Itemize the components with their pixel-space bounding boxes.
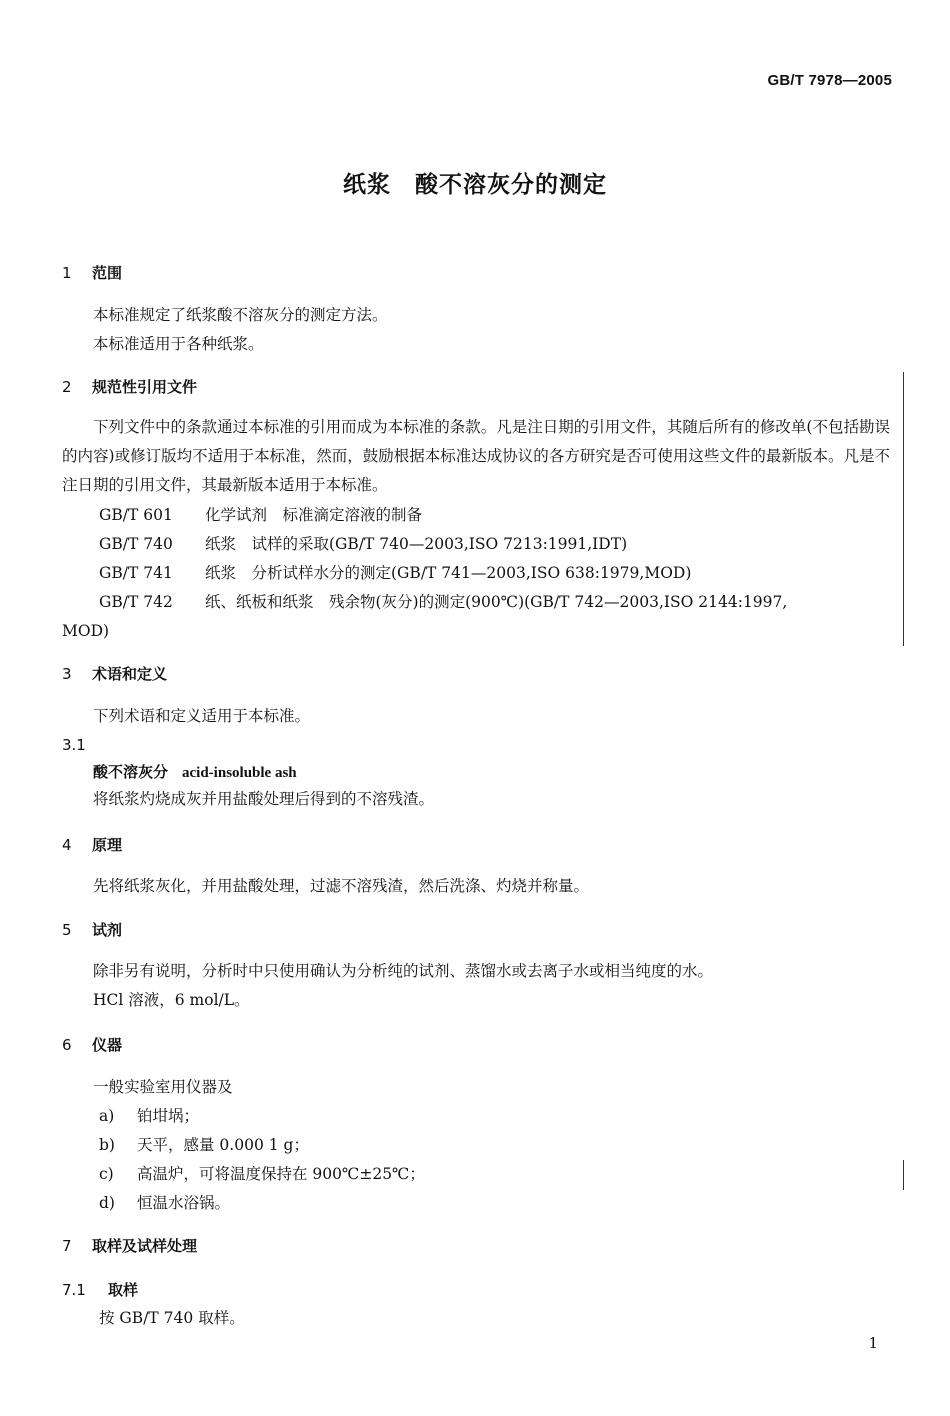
list-text: 天平，感量 0.000 1 g； [137,1136,309,1154]
list-text: 恒温水浴锅。 [137,1194,231,1212]
section-3-number: 3 [62,665,72,683]
reference-continuation: MOD) [62,622,110,640]
apparatus-item-c [99,1164,425,1184]
section-5-heading [62,920,122,940]
section-5-line-1: 除非另有说明，分析时中只使用确认为分析纯的试剂、蒸馏水或去离子水或相当纯度的水。 [93,962,714,980]
standard-code: GB/T 7978—2005 [767,72,892,89]
section-2-title: 规范性引用文件 [92,378,198,396]
margin-change-bar [903,1160,904,1190]
list-label: a) [99,1107,115,1125]
section-4-heading [62,835,122,855]
apparatus-item-d [99,1193,230,1213]
section-1-line-2: 本标准适用于各种纸浆。 [93,335,264,353]
section-2-intro-paragraph: 下列文件中的条款通过本标准的引用而成为本标准的条款。凡是注日期的引用文件，其随后所有的修改单(不包括勘误的内容)或修订版均不适用于本标准，然而，鼓励根据本标准达成协议的各方研究是否可使用这些文件的最新版本。凡是不注日期的引用文件，其最新版本适用于本标准。 [62,418,890,494]
section-7-number: 7 [62,1237,72,1255]
subsection-7-1-text: 按 GB/T 740 取样。 [99,1309,245,1327]
reference-gbt-740 [99,534,627,554]
section-1-line-1: 本标准规定了纸浆酸不溶灰分的测定方法。 [93,306,388,324]
margin-change-bar [903,372,904,646]
reference-text: 纸、纸板和纸浆 残余物(灰分)的测定(900℃)(GB/T 742—2003,ISO 2144:1997, [205,593,788,611]
subsection-3-1-number: 3.1 [62,736,86,754]
section-7-heading [62,1236,197,1256]
term-definition: 将纸浆灼烧成灰并用盐酸处理后得到的不溶残渣。 [93,790,435,808]
apparatus-item-b [99,1135,309,1155]
list-label: b) [99,1136,115,1154]
reference-code: GB/T 601 [99,506,173,524]
apparatus-item-a [99,1106,199,1126]
reference-gbt-741 [99,563,691,583]
section-6-intro: 一般实验室用仪器及 [93,1078,233,1096]
section-3-title: 术语和定义 [92,665,168,683]
term-chinese: 酸不溶灰分 [93,763,169,781]
section-5-title: 试剂 [92,921,123,939]
reference-text: 纸浆 分析试样水分的测定(GB/T 741—2003,ISO 638:1979,MOD) [205,564,692,582]
reference-gbt-601 [99,505,422,525]
section-6-number: 6 [62,1036,72,1054]
subsection-7-1-heading [62,1280,138,1300]
section-1-number: 1 [62,264,72,282]
list-label: d) [99,1194,115,1212]
section-2-number: 2 [62,378,72,396]
term-english: acid-insoluble ash [182,765,297,781]
section-4-title: 原理 [92,836,123,854]
section-2-heading [62,377,197,397]
section-6-title: 仪器 [92,1036,123,1054]
list-text: 高温炉，可将温度保持在 900℃±25℃； [137,1165,425,1183]
subsection-7-1-title: 取样 [108,1281,139,1299]
reference-code: GB/T 740 [99,535,173,553]
section-1-title: 范围 [92,264,123,282]
reference-text: 化学试剂 标准滴定溶液的制备 [205,506,423,524]
subsection-7-1-number: 7.1 [62,1281,86,1299]
document-title: 纸浆 酸不溶灰分的测定 [343,172,607,198]
section-3-intro: 下列术语和定义适用于本标准。 [93,707,311,725]
section-4-number: 4 [62,836,72,854]
section-7-title: 取样及试样处理 [92,1237,198,1255]
section-5-line-2: HCl 溶液，6 mol/L。 [93,991,250,1009]
section-6-heading [62,1035,122,1055]
reference-code: GB/T 741 [99,564,173,582]
list-label: c) [99,1165,114,1183]
section-5-number: 5 [62,921,72,939]
section-1-heading [62,263,122,283]
reference-code: GB/T 742 [99,593,173,611]
section-4-text: 先将纸浆灰化，并用盐酸处理，过滤不溶残渣，然后洗涤、灼烧并称量。 [93,877,590,895]
section-3-heading [62,664,167,684]
page-number: 1 [868,1334,878,1352]
term-entry [93,762,297,783]
list-text: 铂坩埚； [137,1107,200,1125]
reference-text: 纸浆 试样的采取(GB/T 740—2003,ISO 7213:1991,IDT) [205,535,628,553]
reference-gbt-742 [99,592,787,612]
